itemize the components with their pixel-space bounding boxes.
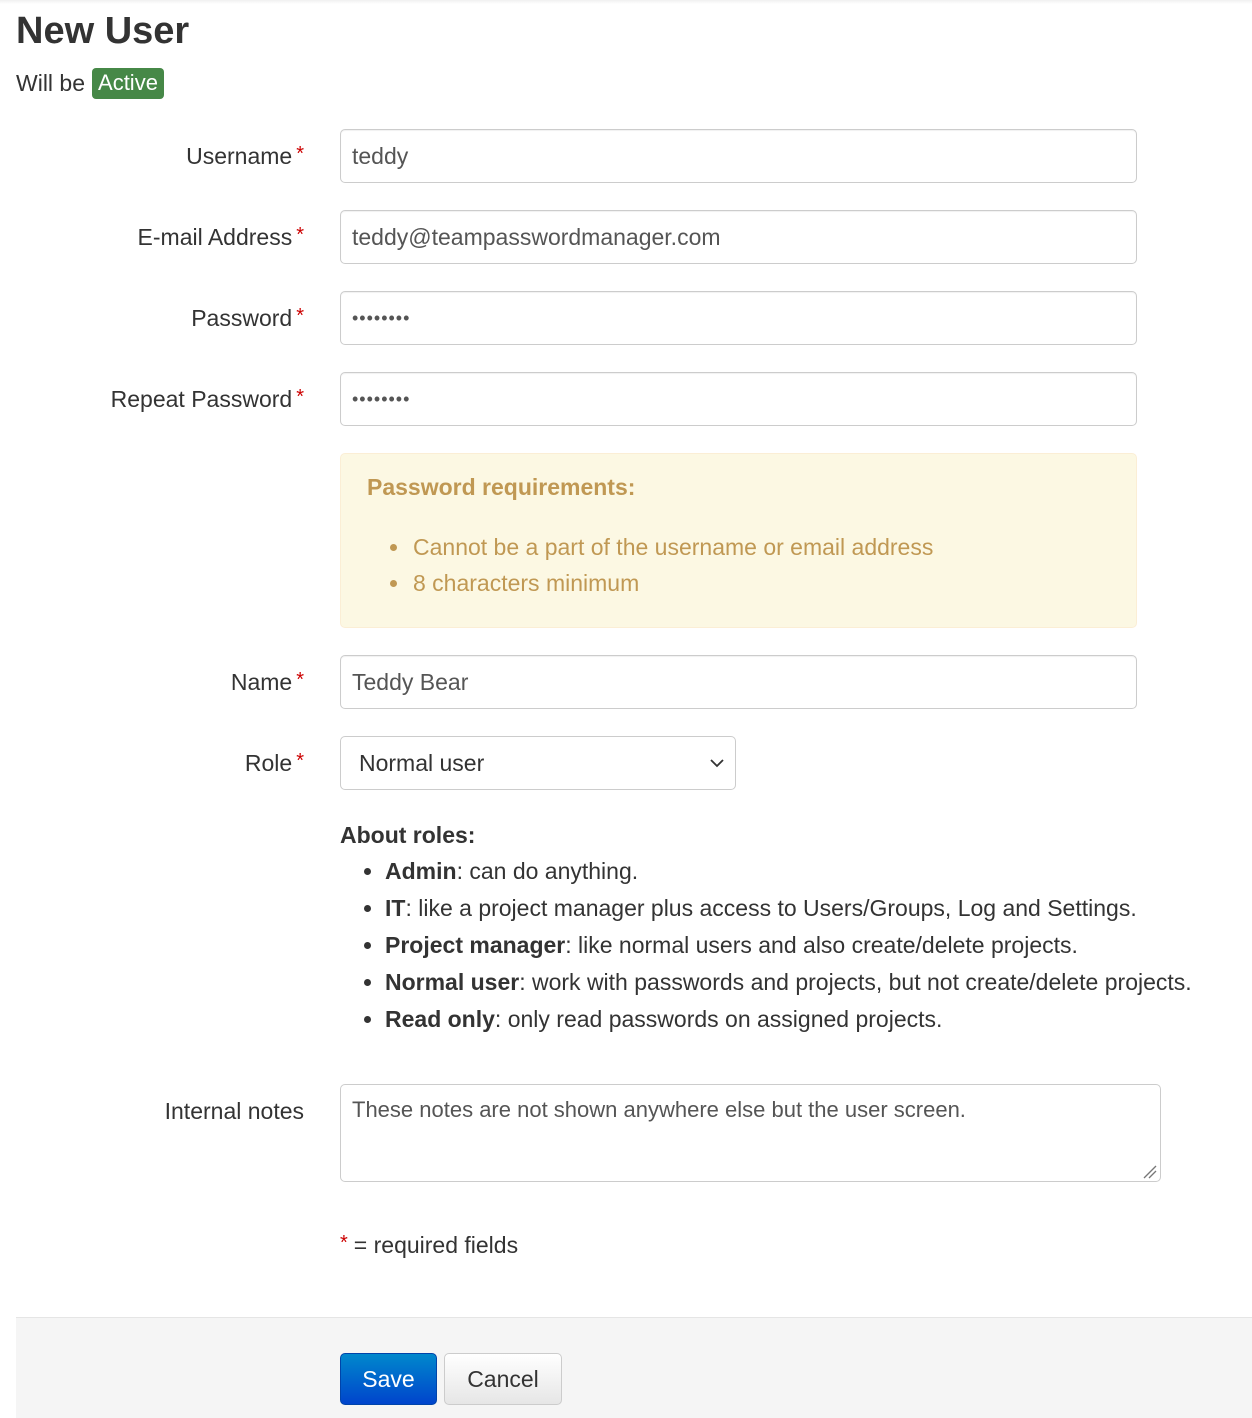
repeat-password-label: [111, 386, 304, 413]
role-description-item: [360, 1001, 1240, 1038]
role-description-item: [360, 853, 1240, 890]
internal-notes-label: Internal notes: [164, 1098, 304, 1124]
required-mark: *: [296, 143, 304, 165]
about-roles: [340, 822, 1240, 1038]
email-input[interactable]: [340, 210, 1137, 264]
password-requirements-title: Password requirements:: [367, 474, 636, 500]
role-description-item: [360, 927, 1240, 964]
required-fields-note: [340, 1232, 518, 1259]
role-desc: : like a project manager plus access to Users/Groups, Log and Settings.: [405, 895, 1137, 921]
role-desc: : can do anything.: [456, 858, 639, 884]
page-title: New User: [16, 10, 190, 52]
roles-list: [340, 853, 1240, 1038]
password-requirement-item: 8 characters minimum: [387, 565, 1110, 601]
role-selected-value: Normal user: [359, 749, 485, 776]
role-desc: : only read passwords on assigned projects.: [494, 1006, 943, 1032]
role-label: [245, 750, 304, 777]
username-label-text: Username: [186, 143, 293, 169]
role-name: Admin: [385, 858, 457, 884]
required-mark: *: [296, 224, 304, 246]
role-description-item: [360, 964, 1240, 1001]
repeat-password-input[interactable]: [340, 372, 1137, 426]
about-roles-title: About roles:: [340, 822, 476, 848]
role-desc: : like normal users and also create/delete projects.: [565, 932, 1078, 958]
cancel-button[interactable]: Cancel: [444, 1353, 562, 1405]
username-input[interactable]: [340, 129, 1137, 183]
password-requirements-list: [367, 529, 1110, 601]
required-mark: *: [296, 305, 304, 327]
email-label-text: E-mail Address: [137, 224, 293, 250]
repeat-password-label-text: Repeat Password: [110, 386, 293, 412]
role-name: Project manager: [385, 932, 566, 958]
required-fields-text: = required fields: [353, 1232, 519, 1258]
password-label: [191, 305, 304, 332]
role-description-item: [360, 890, 1240, 927]
role-name: Read only: [385, 1006, 495, 1032]
role-desc: : work with passwords and projects, but not create/delete projects.: [519, 969, 1192, 995]
save-button[interactable]: Save: [340, 1353, 437, 1405]
role-name: IT: [385, 895, 406, 921]
required-mark: *: [296, 750, 304, 772]
required-mark: *: [296, 386, 304, 408]
password-requirements-box: [340, 453, 1137, 628]
internal-notes-textarea[interactable]: [340, 1084, 1161, 1182]
required-mark: *: [296, 669, 304, 691]
name-input[interactable]: [340, 655, 1137, 709]
repeat-password-dots: ••••••••: [352, 388, 411, 409]
role-name: Normal user: [385, 969, 520, 995]
username-label: [186, 143, 304, 170]
chevron-down-icon: [709, 755, 725, 771]
password-input[interactable]: [340, 291, 1137, 345]
status-badge: Active: [92, 68, 164, 99]
status-prefix: Will be: [16, 70, 86, 96]
form-actions: [16, 1317, 1252, 1418]
password-requirement-item: Cannot be a part of the username or email address: [387, 529, 1110, 565]
password-dots: ••••••••: [352, 307, 411, 328]
top-shadow: [0, 0, 1252, 4]
role-select[interactable]: [340, 736, 736, 790]
status-line: [16, 68, 164, 99]
required-mark: *: [340, 1232, 348, 1254]
name-label: [231, 669, 304, 696]
name-label-text: Name: [230, 669, 293, 695]
role-label-text: Role: [244, 750, 293, 776]
resize-handle-icon[interactable]: [1141, 1163, 1157, 1179]
password-label-text: Password: [191, 305, 293, 331]
email-label: [138, 224, 304, 251]
